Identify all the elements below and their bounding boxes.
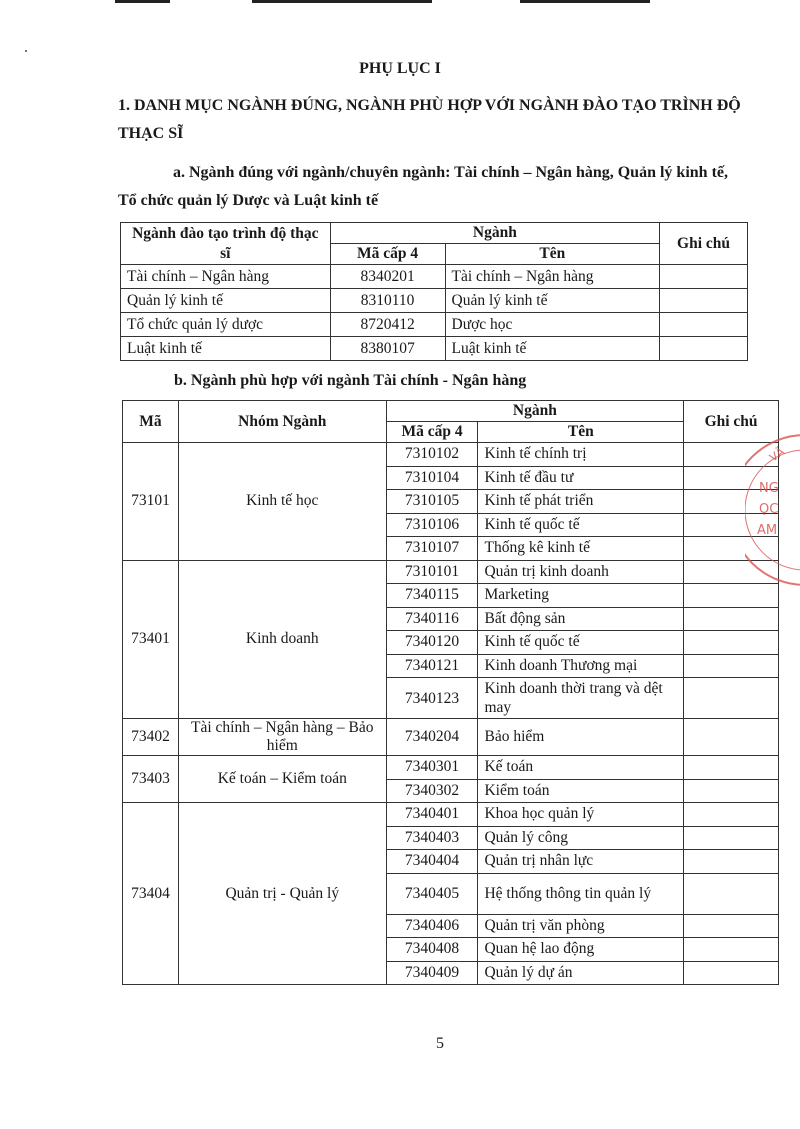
note-cell <box>684 873 779 914</box>
note-cell <box>684 961 779 985</box>
note-cell <box>684 631 779 655</box>
header-nganh: Ngành <box>330 223 659 244</box>
note-cell <box>684 756 779 780</box>
code-cell: 7340302 <box>386 779 478 803</box>
header-ma: Mã <box>123 401 179 443</box>
code-cell: 7310101 <box>386 560 478 584</box>
page-title: PHỤ LỤC I <box>359 60 441 77</box>
name-cell: Bất động sản <box>478 607 684 631</box>
name-cell: Marketing <box>478 584 684 608</box>
note-cell <box>660 313 748 337</box>
note-cell <box>660 265 748 289</box>
red-seal-stamp <box>745 430 800 590</box>
code-cell: 8340201 <box>330 265 445 289</box>
header-code: Mã cấp 4 <box>330 244 445 265</box>
name-cell: Hệ thống thông tin quản lý <box>478 873 684 914</box>
table-a-body <box>121 265 748 361</box>
note-cell <box>684 719 779 756</box>
group-name-cell: Quản trị - Quản lý <box>178 803 386 985</box>
name-cell: Luật kinh tế <box>445 337 660 361</box>
group-name-cell: Kinh tế học <box>178 443 386 561</box>
note-cell <box>684 654 779 678</box>
group-code-cell: 73101 <box>123 443 179 561</box>
note-cell <box>684 678 779 719</box>
svg-text:VĂ: VĂ <box>767 445 788 465</box>
name-cell: Quan hệ lao động <box>478 938 684 962</box>
code-cell: 7310102 <box>386 443 478 467</box>
note-cell <box>684 803 779 827</box>
table-row <box>123 803 779 827</box>
name-cell: Kinh tế quốc tế <box>478 513 684 537</box>
name-cell: Quản trị nhân lực <box>478 850 684 874</box>
header-nganh: Ngành <box>386 401 684 422</box>
code-cell: 7310107 <box>386 537 478 561</box>
code-cell: 7340204 <box>386 719 478 756</box>
code-cell: 7340121 <box>386 654 478 678</box>
note-cell <box>684 850 779 874</box>
program-cell: Luật kinh tế <box>121 337 331 361</box>
name-cell: Quản trị văn phòng <box>478 914 684 938</box>
table-b-body <box>123 443 779 985</box>
name-cell: Quản trị kinh doanh <box>478 560 684 584</box>
name-cell: Thống kê kinh tế <box>478 537 684 561</box>
name-cell: Tài chính – Ngân hàng <box>445 265 660 289</box>
code-cell: 8720412 <box>330 313 445 337</box>
svg-text:ỌC: ỌC <box>759 502 779 517</box>
scan-speck <box>25 50 27 52</box>
scan-edge-left <box>115 0 170 3</box>
code-cell: 7340404 <box>386 850 478 874</box>
code-cell: 7310106 <box>386 513 478 537</box>
code-cell: 7340409 <box>386 961 478 985</box>
header-note: Ghi chú <box>684 401 779 443</box>
header-group: Nhóm Ngành <box>178 401 386 443</box>
code-cell: 7310104 <box>386 466 478 490</box>
code-cell: 7310105 <box>386 490 478 514</box>
note-cell <box>684 607 779 631</box>
name-cell: Bảo hiểm <box>478 719 684 756</box>
table-row <box>123 719 779 756</box>
table-row <box>121 313 748 337</box>
note-cell <box>684 938 779 962</box>
code-cell: 7340401 <box>386 803 478 827</box>
program-cell: Quản lý kinh tế <box>121 289 331 313</box>
code-cell: 7340123 <box>386 678 478 719</box>
subheading-a: a. Ngành đúng với ngành/chuyên ngành: Tài chính – Ngân hàng, Quản lý kinh tế, Tổ chức quản lý Dược và Luật kinh tế <box>118 164 728 209</box>
group-code-cell: 73404 <box>123 803 179 985</box>
scan-edge-right <box>520 0 650 3</box>
table-row <box>123 756 779 780</box>
code-cell: 8380107 <box>330 337 445 361</box>
table-row <box>123 443 779 467</box>
table-row <box>121 337 748 361</box>
group-name-cell: Tài chính – Ngân hàng – Bảo hiểm <box>178 719 386 756</box>
svg-text:NG: NG <box>759 481 779 496</box>
name-cell: Quản lý công <box>478 826 684 850</box>
header-name: Tên <box>445 244 660 265</box>
group-code-cell: 73402 <box>123 719 179 756</box>
program-cell: Tài chính – Ngân hàng <box>121 265 331 289</box>
code-cell: 7340403 <box>386 826 478 850</box>
svg-text:AM: AM <box>757 523 778 538</box>
code-cell: 7340406 <box>386 914 478 938</box>
note-cell <box>684 826 779 850</box>
program-cell: Tổ chức quản lý dược <box>121 313 331 337</box>
page-number: 5 <box>436 1035 444 1052</box>
header-name: Tên <box>478 422 684 443</box>
section-heading: 1. DANH MỤC NGÀNH ĐÚNG, NGÀNH PHÙ HỢP VỚI NGÀNH ĐÀO TẠO TRÌNH ĐỘ THẠC SĨ <box>118 97 741 142</box>
code-cell: 7340115 <box>386 584 478 608</box>
group-code-cell: 73401 <box>123 560 179 719</box>
name-cell: Khoa học quản lý <box>478 803 684 827</box>
group-name-cell: Kinh doanh <box>178 560 386 719</box>
table-row <box>121 265 748 289</box>
code-cell: 7340301 <box>386 756 478 780</box>
note-cell <box>660 337 748 361</box>
name-cell: Kinh tế phát triển <box>478 490 684 514</box>
table-correct-programs <box>120 222 748 361</box>
name-cell: Quản lý dự án <box>478 961 684 985</box>
table-row <box>123 560 779 584</box>
name-cell: Kiểm toán <box>478 779 684 803</box>
name-cell: Kế toán <box>478 756 684 780</box>
code-cell: 7340408 <box>386 938 478 962</box>
note-cell <box>660 289 748 313</box>
code-cell: 8310110 <box>330 289 445 313</box>
name-cell: Kinh doanh thời trang và dệt may <box>478 678 684 719</box>
name-cell: Kinh tế quốc tế <box>478 631 684 655</box>
subheading-b: b. Ngành phù hợp với ngành Tài chính - Ngân hàng <box>174 372 527 389</box>
name-cell: Kinh tế chính trị <box>478 443 684 467</box>
header-note: Ghi chú <box>660 223 748 265</box>
name-cell: Kinh doanh Thương mại <box>478 654 684 678</box>
note-cell <box>684 779 779 803</box>
header-program: Ngành đào tạo trình độ thạc sĩ <box>121 223 331 265</box>
table-related-programs <box>122 400 779 985</box>
name-cell: Kinh tế đầu tư <box>478 466 684 490</box>
note-cell <box>684 914 779 938</box>
header-code: Mã cấp 4 <box>386 422 478 443</box>
code-cell: 7340405 <box>386 873 478 914</box>
name-cell: Dược học <box>445 313 660 337</box>
group-code-cell: 73403 <box>123 756 179 803</box>
code-cell: 7340116 <box>386 607 478 631</box>
table-row <box>121 289 748 313</box>
scan-edge-middle <box>252 0 432 3</box>
code-cell: 7340120 <box>386 631 478 655</box>
group-name-cell: Kế toán – Kiểm toán <box>178 756 386 803</box>
name-cell: Quản lý kinh tế <box>445 289 660 313</box>
